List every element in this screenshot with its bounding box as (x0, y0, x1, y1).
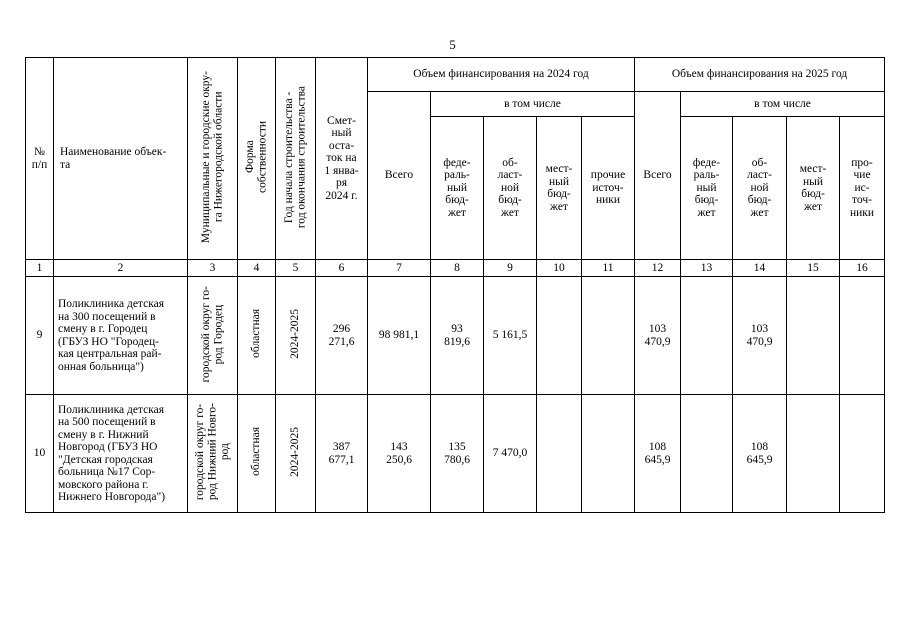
financing-table (25, 57, 885, 513)
header-local-2024: мест- ный бюд- жет (537, 117, 582, 260)
header-incl-2024: в том числе (431, 92, 635, 117)
header-ownership-text: Форма собственности (244, 120, 269, 193)
header-local-2025: мест- ный бюд- жет (787, 117, 840, 260)
row-balance: 296 271,6 (316, 277, 368, 395)
row-total-2025: 103 470,9 (635, 277, 681, 395)
header-incl-2025: в том числе (681, 92, 885, 117)
row-years-text: 2024-2025 (289, 308, 302, 359)
row-ownership-text: областная (250, 427, 263, 477)
column-number: 6 (316, 260, 368, 277)
row-local-2025 (787, 395, 840, 513)
header-balance: Смет- ный оста- ток на 1 янва- ря 2024 г. (316, 58, 368, 260)
header-federal-2025: феде- раль- ный бюд- жет (681, 117, 733, 260)
header-other-2024: прочие источ- ники (582, 117, 635, 260)
row-other-2025 (840, 277, 885, 395)
row-local-2024 (537, 277, 582, 395)
row-ownership (238, 277, 276, 395)
row-ownership (238, 395, 276, 513)
row-balance: 387 677,1 (316, 395, 368, 513)
header-municipal-text: Муниципальные и городские окру- га Нижегородской области (200, 70, 225, 243)
row-years (276, 277, 316, 395)
row-federal-2025 (681, 395, 733, 513)
column-number: 3 (188, 260, 238, 277)
header-regional-2024: об- ласт- ной бюд- жет (484, 117, 537, 260)
row-total-2024: 143 250,6 (368, 395, 431, 513)
column-number-row (26, 260, 885, 277)
row-regional-2025: 108 645,9 (733, 395, 787, 513)
column-number: 10 (537, 260, 582, 277)
row-regional-2025: 103 470,9 (733, 277, 787, 395)
row-num: 10 (26, 395, 54, 513)
row-regional-2024: 7 470,0 (484, 395, 537, 513)
header-years-text: Год начала строительства - год окончания строительства (283, 85, 308, 228)
column-number: 1 (26, 260, 54, 277)
header-federal-2024: феде- раль- ный бюд- жет (431, 117, 484, 260)
row-municipal-text: городской округ го- род Нижний Новго- род (193, 403, 231, 501)
column-number: 13 (681, 260, 733, 277)
row-years (276, 395, 316, 513)
column-number: 12 (635, 260, 681, 277)
column-number: 9 (484, 260, 537, 277)
row-federal-2025 (681, 277, 733, 395)
row-regional-2024: 5 161,5 (484, 277, 537, 395)
header-ownership (238, 58, 276, 260)
row-total-2024: 98 981,1 (368, 277, 431, 395)
column-number: 2 (54, 260, 188, 277)
row-total-2025: 108 645,9 (635, 395, 681, 513)
header-fin-2024: Объем финансирования на 2024 год (368, 58, 635, 92)
header-total-2024: Всего (368, 92, 431, 260)
column-number: 15 (787, 260, 840, 277)
row-other-2024 (582, 277, 635, 395)
row-ownership-text: областная (250, 309, 263, 359)
row-name: Поликлиника детская на 500 посещений в смену в г. Нижний Новгород (ГБУЗ НО "Детская городская больница №17 Сор- мовского района г. Нижнего Новгорода") (54, 395, 188, 513)
row-other-2025 (840, 395, 885, 513)
row-num: 9 (26, 277, 54, 395)
column-number: 4 (238, 260, 276, 277)
row-municipal-text: городской округ го- род Городец (200, 285, 225, 382)
row-federal-2024: 93 819,6 (431, 277, 484, 395)
row-years-text: 2024-2025 (289, 426, 302, 477)
header-years (276, 58, 316, 260)
table-row (26, 395, 885, 513)
row-other-2024 (582, 395, 635, 513)
table-row (26, 277, 885, 395)
header-fin-2025: Объем финансирования на 2025 год (635, 58, 885, 92)
row-municipal (188, 395, 238, 513)
header-total-2025: Всего (635, 92, 681, 260)
header-name: Наименование объек- та (54, 58, 188, 260)
column-number: 5 (276, 260, 316, 277)
row-local-2025 (787, 277, 840, 395)
row-name: Поликлиника детская на 300 посещений в смену в г. Городец (ГБУЗ НО "Городец- кая центральная рай- онная больница") (54, 277, 188, 395)
column-number: 8 (431, 260, 484, 277)
page-number: 5 (449, 37, 456, 52)
header-other-2025: про- чие ис- точ- ники (840, 117, 885, 260)
row-local-2024 (537, 395, 582, 513)
header-municipal (188, 58, 238, 260)
column-number: 16 (840, 260, 885, 277)
header-num: № п/п (26, 58, 54, 260)
row-federal-2024: 135 780,6 (431, 395, 484, 513)
header-regional-2025: об- ласт- ной бюд- жет (733, 117, 787, 260)
column-number: 11 (582, 260, 635, 277)
column-number: 14 (733, 260, 787, 277)
row-municipal (188, 277, 238, 395)
column-number: 7 (368, 260, 431, 277)
